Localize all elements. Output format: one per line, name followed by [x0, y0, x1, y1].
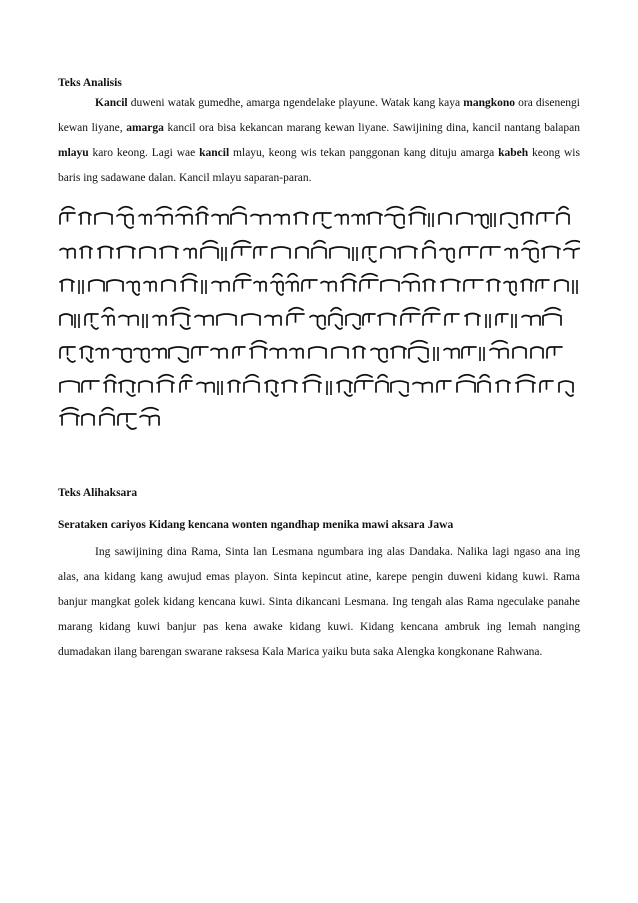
aksara-glyph	[60, 381, 79, 392]
aksara-glyph	[555, 280, 568, 291]
aksara-glyph	[181, 274, 197, 291]
aksara-glyph	[117, 246, 135, 258]
aksara-pada	[429, 213, 433, 227]
aksara-glyph	[250, 341, 267, 358]
aksara-glyph	[413, 382, 432, 392]
bold-word: kabeh	[498, 147, 529, 159]
aksara-pada	[222, 247, 226, 261]
aksara-glyph	[543, 307, 561, 324]
aksara-glyph	[271, 274, 283, 295]
alihaksara-text: Ing sawijining dina Rama, Sinta lan Lesmana ngumbara ing alas Dandaka. Nalika lagi ngaso ana ing alas, ana kidang kang awujud emas playon. Sinta kepincut atine, karepe pengin duweni kidang kuwi. Rama banjur mangkat golek kidang kencana kuwi. Sinta dikancani Lesmana. Ing tengah alas Rama ngeculake panahe marang kidang kuwi banjur pas kena awake kidang kuwi. Kidang kencana ambruk ing lemah nanging dumadakan ilang barengan swarane raksesa Kala Marica yaiku buta saka Alengka kongkonane Rahwana.	[58, 546, 580, 658]
aksara-glyph	[270, 349, 286, 359]
aksara-glyph	[201, 240, 218, 257]
aksara-glyph	[381, 247, 395, 258]
aksara-pada	[512, 314, 516, 328]
aksara-glyph	[531, 347, 543, 358]
aksara-glyph	[197, 382, 214, 392]
aksara-glyph	[192, 347, 208, 358]
aksara-glyph	[211, 349, 227, 359]
aksara-glyph	[353, 347, 365, 359]
aksara-glyph	[117, 207, 133, 228]
javanese-script-block	[58, 202, 580, 432]
javanese-script-line	[58, 336, 580, 366]
aksara-glyph	[332, 347, 348, 358]
javanese-script-line	[58, 403, 580, 433]
aksara-pada	[480, 347, 484, 361]
aksara-glyph	[309, 347, 326, 358]
section-title-alihaksara: Teks Alihaksara	[58, 487, 138, 499]
aksara-glyph	[95, 213, 112, 224]
aksara-glyph	[231, 207, 246, 224]
aksara-glyph	[314, 213, 331, 228]
aksara-glyph	[104, 374, 116, 391]
aksara-glyph	[391, 381, 408, 396]
aksara-glyph	[171, 307, 190, 328]
aksara-glyph	[462, 347, 476, 358]
aksara-glyph	[169, 347, 188, 362]
aksara-glyph	[98, 246, 113, 258]
aksara-glyph	[460, 247, 478, 258]
aksara-pada	[486, 314, 490, 328]
aksara-glyph	[152, 349, 166, 359]
aksara-glyph	[542, 246, 560, 258]
aksara-glyph	[335, 215, 348, 225]
javanese-script-line	[58, 370, 580, 400]
aksara-glyph	[160, 246, 178, 258]
aksara-glyph	[60, 207, 75, 224]
aksara-glyph	[355, 374, 373, 391]
aksara-glyph	[391, 347, 406, 359]
aksara-glyph	[212, 282, 229, 292]
aksara-glyph	[287, 307, 304, 324]
aksara-glyph	[134, 349, 149, 363]
aksara-glyph	[321, 282, 336, 292]
paragraph-text: mlayu, keong wis tekan panggonan kang dituju amarga	[229, 147, 499, 159]
aksara-glyph	[557, 207, 569, 224]
aksara-glyph	[100, 408, 114, 425]
aksara-glyph	[437, 381, 451, 392]
aksara-glyph	[310, 315, 325, 329]
aksara-glyph	[228, 380, 240, 392]
aksara-glyph	[440, 248, 454, 262]
aksara-glyph	[140, 247, 155, 258]
aksara-glyph	[501, 213, 517, 228]
aksara-glyph	[423, 240, 435, 257]
aksara-glyph	[352, 215, 364, 225]
paragraph-text: keong wis baris ing sadawane dalan. Kancil mlayu saparan-paran.	[58, 147, 580, 184]
aksara-glyph	[521, 213, 533, 225]
alihaksara-paragraph	[58, 540, 580, 665]
aksara-glyph	[505, 248, 517, 258]
bold-word: mlayu	[58, 147, 89, 159]
aksara-glyph	[330, 247, 349, 258]
aksara-glyph	[402, 274, 419, 291]
javanese-script-line	[58, 236, 580, 266]
aksara-glyph	[444, 349, 459, 359]
aksara-glyph	[254, 282, 266, 292]
aksara-glyph	[242, 314, 260, 325]
bold-word: mangkono	[463, 97, 516, 109]
aksara-pada	[327, 381, 331, 395]
aksara-glyph	[385, 207, 404, 228]
aksara-glyph	[401, 307, 420, 324]
aksara-glyph	[536, 280, 549, 291]
aksara-glyph	[513, 347, 526, 358]
aksara-pada	[434, 347, 438, 361]
section-title-analisis: Teks Analisis	[58, 77, 122, 89]
aksara-glyph	[157, 374, 174, 391]
analisis-paragraph	[58, 91, 580, 191]
aksara-pada	[353, 247, 357, 261]
aksara-glyph	[378, 313, 396, 325]
aksara-glyph	[346, 314, 360, 329]
aksara-glyph	[119, 315, 138, 325]
paragraph-text: kancil ora bisa kekancan marang kewan liyane. Sawijining dina, kancil nantang balapan	[163, 122, 580, 134]
aksara-glyph	[409, 341, 428, 362]
aksara-glyph	[363, 247, 376, 262]
aksara-glyph	[82, 414, 94, 425]
aksara-glyph	[376, 374, 388, 391]
aksara-glyph	[521, 280, 533, 292]
aksara-glyph	[286, 274, 298, 291]
aksara-pada	[75, 314, 79, 328]
aksara-glyph	[537, 213, 554, 224]
aksara-glyph	[118, 414, 136, 429]
aksara-glyph	[547, 347, 562, 358]
bold-word: Kancil	[95, 97, 128, 109]
aksara-glyph	[522, 240, 538, 261]
aksara-glyph	[196, 207, 208, 224]
aksara-pada	[143, 314, 147, 328]
aksara-glyph	[423, 280, 435, 292]
aksara-glyph	[303, 374, 321, 391]
aksara-glyph	[244, 374, 259, 391]
aksara-glyph	[516, 374, 535, 391]
aksara-glyph	[522, 315, 540, 325]
aksara-glyph	[155, 207, 172, 224]
aksara-glyph	[82, 381, 99, 392]
aksara-glyph	[464, 280, 483, 291]
aksara-glyph	[153, 315, 166, 325]
aksara-glyph	[381, 280, 399, 291]
aksara-glyph	[445, 314, 459, 325]
aksara-glyph	[302, 280, 317, 291]
aksara-glyph	[294, 213, 308, 225]
aksara-glyph	[127, 282, 139, 296]
aksara-glyph	[195, 315, 213, 325]
paragraph-text: ora disenengi kewan liyane,	[58, 97, 580, 134]
aksara-glyph	[564, 240, 580, 257]
bold-word: kancil	[199, 147, 230, 159]
aksara-glyph	[409, 207, 426, 224]
paragraph-text: karo keong. Lagi wae	[88, 147, 200, 159]
aksara-glyph	[89, 280, 104, 291]
aksara-glyph	[439, 213, 451, 224]
aksara-glyph	[140, 408, 159, 425]
aksara-glyph	[217, 314, 236, 325]
aksara-glyph	[180, 374, 192, 391]
aksara-glyph	[441, 280, 460, 292]
aksara-glyph	[487, 280, 500, 292]
aksara-glyph	[212, 215, 228, 225]
aksara-glyph	[79, 213, 91, 225]
aksara-glyph	[398, 246, 417, 258]
aksara-glyph	[162, 280, 175, 291]
aksara-pada	[491, 213, 495, 227]
aksara-glyph	[265, 380, 278, 396]
aksara-glyph	[559, 381, 573, 396]
aksara-glyph	[184, 248, 196, 258]
aksara-glyph	[312, 240, 326, 257]
aksara-glyph	[232, 240, 251, 257]
aksara-glyph	[107, 280, 123, 291]
aksara-pada	[573, 280, 577, 294]
aksara-glyph	[337, 380, 352, 396]
aksara-glyph	[490, 341, 508, 358]
aksara-glyph	[367, 213, 382, 225]
javanese-script-line	[58, 303, 580, 333]
aksara-glyph	[423, 307, 440, 324]
aksara-glyph	[60, 280, 74, 292]
aksara-glyph	[60, 248, 75, 258]
aksara-pada	[202, 280, 206, 294]
aksara-glyph	[457, 374, 475, 391]
aksara-glyph	[329, 307, 342, 328]
aksara-glyph	[282, 380, 297, 392]
aksara-glyph	[251, 215, 270, 225]
alihaksara-instruction: Serataken cariyos Kidang kencana wonten ngandhap menika mawi aksara Jawa	[58, 519, 454, 531]
bold-word: amarga	[126, 122, 164, 134]
aksara-glyph	[96, 349, 108, 359]
aksara-glyph	[176, 207, 192, 224]
aksara-glyph	[363, 314, 375, 325]
aksara-glyph	[80, 347, 93, 363]
aksara-glyph	[540, 381, 553, 392]
aksara-glyph	[60, 347, 75, 362]
aksara-glyph	[254, 247, 267, 258]
aksara-glyph	[139, 381, 152, 392]
aksara-glyph	[274, 215, 289, 225]
aksara-glyph	[144, 282, 156, 292]
aksara-glyph	[341, 274, 356, 291]
aksara-glyph	[234, 274, 251, 291]
aksara-glyph	[290, 349, 303, 359]
aksara-glyph	[113, 349, 131, 363]
aksara-pada	[218, 381, 222, 395]
aksara-glyph	[265, 315, 281, 325]
aksara-glyph	[272, 247, 290, 258]
aksara-glyph	[233, 347, 245, 358]
aksara-glyph	[496, 380, 510, 392]
javanese-script-line	[58, 269, 580, 299]
aksara-glyph	[465, 313, 480, 325]
aksara-glyph	[139, 215, 151, 225]
aksara-glyph	[102, 307, 114, 324]
aksara-glyph	[85, 314, 98, 329]
aksara-glyph	[481, 247, 500, 258]
paragraph-text: duweni watak gumedhe, amarga ngendelake playune. Watak kang kaya	[127, 97, 464, 109]
aksara-glyph	[296, 247, 308, 258]
aksara-glyph	[80, 246, 92, 258]
aksara-pada	[79, 280, 83, 294]
aksara-glyph	[504, 282, 516, 296]
aksara-glyph	[457, 213, 472, 224]
aksara-glyph	[475, 215, 488, 229]
aksara-glyph	[60, 408, 79, 425]
aksara-glyph	[371, 349, 387, 363]
aksara-glyph	[60, 314, 72, 325]
aksara-glyph	[119, 380, 135, 396]
aksara-glyph	[496, 314, 508, 325]
javanese-script-line	[58, 202, 580, 232]
aksara-glyph	[478, 374, 490, 391]
aksara-glyph	[360, 274, 378, 291]
